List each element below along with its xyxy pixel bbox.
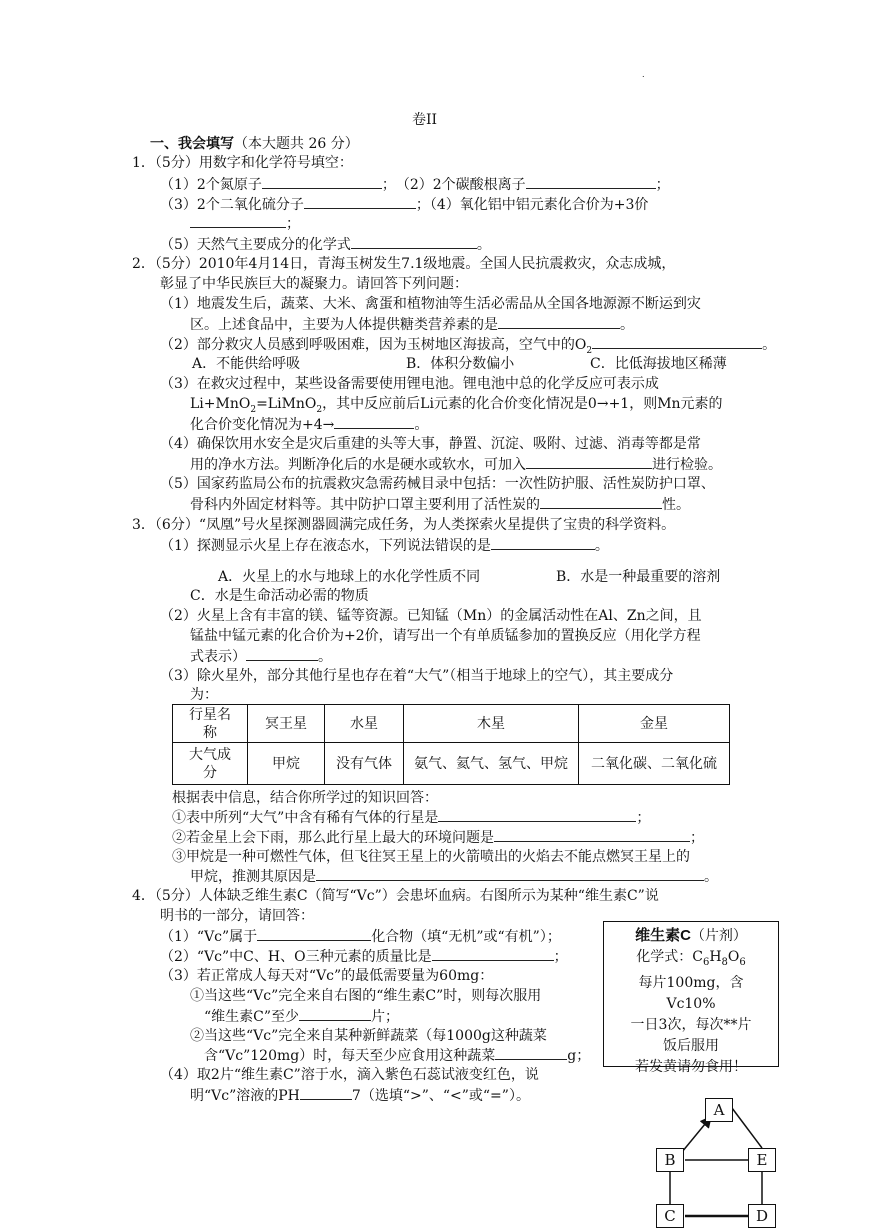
planet-atmosphere-table (172, 704, 730, 785)
q4-blank-1[interactable] (257, 927, 371, 941)
q4-p3b-1: ②当这些“Vc”完全来自某种新鲜蔬菜（每1000g这种蔬菜 (190, 1028, 547, 1044)
section-heading (150, 135, 359, 153)
q3-blank-3[interactable] (438, 808, 636, 822)
q3-sub-3-a: ③甲烷是一种可燃性气体，但飞往冥王星上的火箭喷出的火焰去不能点燃冥王星上的 (172, 849, 690, 865)
node-b: B (656, 1148, 684, 1172)
vc-formula-h: H (709, 949, 722, 965)
q1-stem: 1．（5分）用数字和化学符号填空： (132, 155, 353, 171)
q1-blank-2[interactable] (526, 175, 656, 189)
table-header-cell: 木星 (404, 705, 579, 743)
q1-part-3: （3）2个二氧化硫分子 (160, 197, 304, 213)
q3-p1-end: 。 (594, 538, 609, 554)
q2-p4-end: 进行检验。 (652, 457, 722, 473)
table-cell: 甲烷 (248, 743, 325, 785)
q1-part-5-end: 。 (476, 237, 491, 253)
q1-part-4-end: ； (286, 216, 300, 232)
q1-blank-5[interactable] (351, 235, 477, 249)
q1-blank-3[interactable] (304, 195, 416, 209)
q4-p1 (160, 927, 561, 946)
vc-formula-c: C (692, 949, 703, 965)
q2-eq-left: Li+MnO (190, 396, 251, 412)
q4-blank-2[interactable] (432, 947, 554, 961)
q2-p3-a: （3）在救灾过程中，某些设备需要使用锂电池。锂电池中总的化学反应可表示成 (160, 376, 659, 392)
q2-p1-text: 区。上述食品中，主要为人体提供糖类营养素的是 (190, 317, 498, 333)
table-header-cell (173, 705, 248, 743)
q2-eq-sub-1: 2 (250, 404, 257, 415)
q1-part-1: （1）2个氮原子 (160, 177, 262, 193)
node-d: D (748, 1204, 776, 1228)
vc-line-5: 饭后服用 (663, 1037, 719, 1054)
q3-option-a: A．火星上的水与地球上的水化学性质不同 (218, 569, 481, 585)
table-cell: 二氧化碳、二氧化硫 (579, 743, 730, 785)
q2-blank-4[interactable] (526, 455, 652, 469)
q2-eq-tail: ，其中反应前后Li元素的化合价变化情况是0→+1，则Mn元素的 (322, 396, 723, 412)
table-cell (173, 743, 248, 785)
q3-sub-2-end: ； (690, 830, 704, 846)
q2-p3-c (190, 415, 428, 434)
q4-p3a-text: “维生素C”至少 (204, 1009, 300, 1025)
q3-sub-2-text: ②若金星上会下雨，那么此行星上最大的环境问题是 (172, 830, 494, 846)
table-header-cell: 冥王星 (248, 705, 325, 743)
q2-p3-end: 。 (414, 417, 429, 433)
q2-p3-text: 化合价变化情况为+4→ (190, 417, 335, 433)
q1-part-5: （5）天然气主要成分的化学式 (160, 237, 351, 253)
table-cell-line-1: 大气成 (189, 746, 231, 763)
vc-formula-o: O (727, 949, 740, 965)
q3-sub-3-b (190, 867, 718, 886)
q3-blank-4[interactable] (494, 828, 690, 842)
q4-p3a-1: ①当这些“Vc”完全来自右图的“维生素C”时，则每次服用 (190, 988, 542, 1004)
q3-p2-a: （2）火星上含有丰富的镁、锰等资源。已知锰（Mn）的金属活动性在Al、Zn之间，且 (160, 608, 702, 624)
q3-sub-3-text: 甲烷，推测其原因是 (190, 869, 316, 885)
q3-blank-2[interactable] (246, 647, 318, 661)
q4-stem-2: 明书的一部分，请回答： (160, 908, 314, 924)
q2-option-c: C．比低海拔地区稀薄 (590, 356, 727, 372)
q4-p2-end: ； (553, 949, 568, 965)
q3-blank-5[interactable] (316, 867, 704, 881)
q2-p1-end: 。 (620, 317, 634, 333)
q1-line-1 (160, 175, 670, 194)
q4-p1-end: 化合物（填“无机”或“有机”）； (371, 929, 561, 945)
q3-stem: 3．（6分）“凤凰”号火星探测器圆满完成任务，为人类探索火星提供了宝贵的科学资料。 (132, 517, 676, 533)
exam-title: 卷II (412, 112, 438, 128)
q3-sub-2 (172, 828, 704, 847)
vc-title-row (604, 925, 778, 947)
q3-p1 (160, 536, 609, 555)
q3-p2-text: 式表示） (190, 649, 246, 665)
vc-line-3: Vc10% (666, 995, 716, 1012)
table-cell-line-2: 分 (203, 764, 217, 781)
q4-p4-a: （4）取2片“维生素C”溶于水，滴入紫色石蕊试液变红色，说 (160, 1067, 539, 1083)
q3-blank-1[interactable] (491, 536, 595, 550)
q1-sep: ； (655, 177, 670, 193)
section-heading-note: （本大题共 26 分） (234, 136, 359, 152)
q4-p4-b (190, 1086, 530, 1105)
q3-sub-3-end: 。 (704, 869, 718, 885)
q4-p4-text: 明“Vc”溶液的PH (190, 1088, 300, 1104)
vc-formula-c-count: 6 (702, 956, 710, 968)
q3-option-b: B．水是一种最重要的溶剂 (556, 569, 721, 585)
q4-p3a-end: 片； (371, 1009, 400, 1025)
table-row (173, 743, 730, 785)
q3-p2-c (190, 647, 332, 666)
q2-blank-1[interactable] (498, 315, 620, 329)
q3-sub-1 (172, 808, 650, 827)
q4-p3b-text: 含“Vc”120mg）时，每天至少应食用这种蔬菜 (204, 1048, 496, 1064)
q2-p4-a: （4）确保饮用水安全是灾后重建的头等大事，静置、沉淀、吸附、过滤、消毒等都是常 (160, 436, 701, 452)
node-a: A (705, 1098, 733, 1122)
q4-stem-1: 4．（5分）人体缺乏维生素C（简写“Vc”）会患坏血病。右图所示为某种“维生素C”说 (132, 888, 659, 904)
q2-p1-a: （1）地震发生后，蔬菜、大米、禽蛋和植物油等生活必需品从全国各地源源不断运到灾 (160, 296, 701, 312)
vc-formula-o-count: 6 (739, 956, 746, 968)
q2-p1-b (190, 315, 634, 334)
q4-p3b-end: g； (567, 1048, 591, 1064)
q4-p3a-2 (204, 1007, 399, 1026)
q4-blank-4[interactable] (495, 1046, 567, 1060)
vc-title: 维生素C (635, 927, 691, 944)
vc-line-6: 若发黄请勿食用！ (635, 1058, 747, 1075)
q2-stem-1: 2．（5分）2010年4月14日，青海玉树发生7.1级地震。全国人民抗震救灾，众志成城， (132, 256, 676, 272)
q1-part-2: ； （2）2个碳酸根离子 (381, 177, 526, 193)
table-header-cell: 水星 (325, 705, 404, 743)
q4-p3: （3）若正常成人每天对“Vc”的最低需要量为60mg： (160, 968, 494, 984)
q3-after-table: 根据表中信息，结合你所学过的知识回答： (172, 790, 438, 806)
q1-blank-1[interactable] (262, 175, 382, 189)
table-cell: 氨气、氦气、氢气、甲烷 (404, 743, 579, 785)
q2-p2-sub: 2 (586, 345, 593, 356)
q1-part-4: ；（4）氧化铝中铝元素化合价为+3价 (415, 197, 649, 213)
corner-mark: . (642, 70, 645, 79)
q2-blank-5[interactable] (540, 495, 662, 509)
q4-blank-3[interactable] (299, 1007, 371, 1021)
q3-sub-1-end: ； (636, 810, 651, 826)
table-header-line-1: 行星名 (189, 706, 231, 723)
vc-formula-prefix: 化学式： (636, 949, 693, 965)
vc-title-suffix: （片剂） (690, 928, 747, 944)
edge-b-a (682, 1118, 710, 1152)
q2-blank-3[interactable] (334, 415, 414, 429)
q4-blank-5[interactable] (300, 1086, 352, 1100)
q4-p2 (160, 947, 568, 966)
q4-p3b-2 (204, 1046, 590, 1065)
q4-p1-text: （1）“Vc”属于 (160, 929, 258, 945)
edge-a-e (732, 1108, 762, 1148)
q2-p5-end: 性。 (662, 497, 690, 513)
q3-p3-b: 为： (190, 687, 218, 703)
vc-formula-h-count: 8 (721, 956, 728, 968)
q3-option-c: C．水是生命活动必需的物质 (190, 588, 369, 604)
q1-line-3 (190, 214, 300, 233)
q2-stem-2: 彰显了中华民族巨大的凝聚力。请回答下列问题： (160, 276, 468, 292)
q1-line-2 (160, 195, 648, 214)
section-heading-text: 一、我会填写 (150, 136, 234, 152)
vc-formula (604, 947, 778, 973)
q2-p5-text: 骨科内外固定材料等。其中防护口罩主要利用了活性炭的 (190, 497, 540, 513)
table-row (173, 705, 730, 743)
q4-p4-end: 7（选填“>”、“<”或“=”）。 (351, 1088, 530, 1104)
table-header-line-2: 称 (203, 724, 217, 741)
q1-blank-4[interactable] (190, 214, 286, 228)
q2-p2-end: 。 (762, 337, 777, 353)
q3-p3-a: （3）除火星外，部分其他行星也存在着“大气”（相当于地球上的空气），其主要成分 (160, 668, 674, 684)
q4-p2-text: （2）“Vc”中C、H、O三种元素的质量比是 (160, 949, 432, 965)
q3-p1-text: （1）探测显示火星上存在液态水，下列说法错误的是 (160, 538, 491, 554)
q2-option-b: B．体积分数偏小 (406, 356, 515, 372)
node-e: E (748, 1148, 776, 1172)
q2-p5-a: （5）国家药监局公布的抗震救灾急需药械目录中包括：一次性防护服、活性炭防护口罩、 (160, 476, 715, 492)
q2-option-a: A．不能供给呼吸 (192, 356, 301, 372)
table-header-cell: 金星 (579, 705, 730, 743)
q2-eq-sub-2: 2 (316, 404, 323, 415)
node-c: C (656, 1204, 684, 1228)
q2-p5-b (190, 495, 690, 514)
q2-p2-text: （2）部分救灾人员感到呼吸困难，因为玉树地区海拔高，空气中的O (160, 337, 587, 353)
vc-line-2: 每片100mg，含 (638, 974, 744, 991)
vitamin-c-label (603, 921, 779, 1075)
q2-p4-b (190, 455, 722, 474)
relation-diagram (650, 1092, 790, 1228)
table-cell: 没有气体 (325, 743, 404, 785)
q1-line-4 (160, 235, 491, 254)
q2-eq-right: =LiMnO (256, 396, 317, 412)
q3-p2-b: 锰盐中锰元素的化合价为+2价，请写出一个有单质锰参加的置换反应（用化学方程 (190, 628, 701, 644)
q2-p4-text: 用的净水方法。判断净化后的水是硬水或软水，可加入 (190, 457, 526, 473)
q3-sub-1-text: ①表中所列“大气”中含有稀有气体的行星是 (172, 810, 439, 826)
q2-blank-2[interactable] (592, 335, 762, 349)
q3-p2-end: 。 (318, 649, 332, 665)
vc-line-4: 一日3次，每次**片 (630, 1016, 752, 1033)
